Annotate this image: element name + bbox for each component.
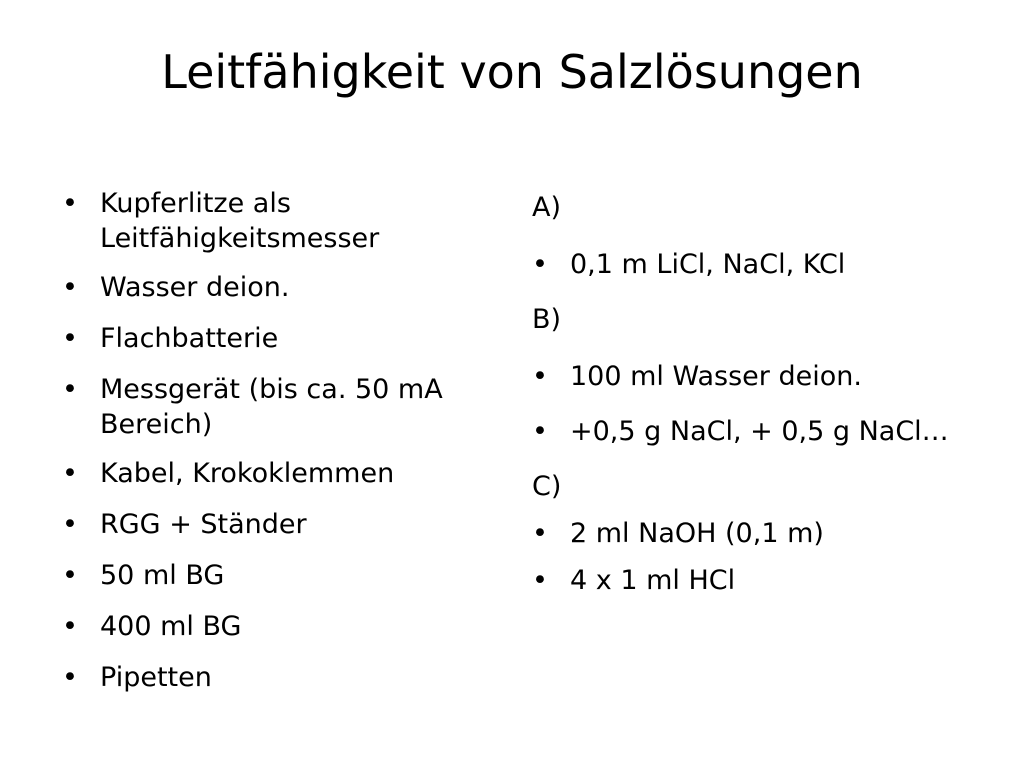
list-item: [62, 270, 492, 305]
list-item-text: RGG + Ständer: [100, 509, 307, 540]
list-item: [532, 359, 1012, 394]
list-item-text: Flachbatterie: [100, 323, 279, 354]
bullet-icon: •: [532, 518, 548, 549]
bullet-icon: •: [62, 272, 78, 303]
list-item: [532, 247, 1012, 282]
slide-title: Leitfähigkeit von Salzlösungen: [161, 45, 863, 99]
bullet-icon: •: [62, 509, 78, 540]
list-item: [62, 186, 492, 256]
section-b-heading: B): [532, 304, 562, 335]
list-item: [62, 372, 492, 442]
list-item: [62, 609, 492, 644]
list-item-text: 50 ml BG: [100, 560, 225, 591]
materials-list: [62, 186, 492, 711]
bullet-icon: •: [62, 188, 78, 219]
bullet-icon: •: [62, 323, 78, 354]
list-item-text: +0,5 g NaCl, + 0,5 g NaCl…: [570, 416, 949, 447]
bullet-icon: •: [62, 374, 78, 405]
bullet-icon: •: [62, 662, 78, 693]
section-c-heading: C): [532, 471, 562, 502]
bullet-icon: •: [532, 249, 548, 280]
experiment-list: [532, 190, 1012, 610]
bullet-icon: •: [62, 458, 78, 489]
list-item-text: Kabel, Krokoklemmen: [100, 458, 395, 489]
list-item-text: Messgerät (bis ca. 50 mA Bereich): [100, 374, 443, 440]
list-item: [62, 321, 492, 356]
list-item: [532, 563, 1012, 598]
list-item-text: 0,1 m LiCl, NaCl, KCl: [570, 249, 846, 280]
list-item: [532, 414, 1012, 449]
list-item: [62, 660, 492, 695]
bullet-icon: •: [532, 416, 548, 447]
list-item: [532, 516, 1012, 551]
list-item-text: Pipetten: [100, 662, 212, 693]
list-item: [62, 558, 492, 593]
list-item-text: 2 ml NaOH (0,1 m): [570, 518, 824, 549]
list-item-text: Wasser deion.: [100, 272, 290, 303]
bullet-icon: •: [62, 611, 78, 642]
list-item: [62, 456, 492, 491]
list-item-text: 400 ml BG: [100, 611, 242, 642]
list-item-text: Kupferlitze als Leitfähigkeitsmesser: [100, 188, 380, 254]
bullet-icon: •: [532, 565, 548, 596]
section-a-heading: A): [532, 192, 562, 223]
bullet-icon: •: [62, 560, 78, 591]
list-item-text: 4 x 1 ml HCl: [570, 565, 736, 596]
list-item-text: 100 ml Wasser deion.: [570, 361, 862, 392]
bullet-icon: •: [532, 361, 548, 392]
list-item: [62, 507, 492, 542]
